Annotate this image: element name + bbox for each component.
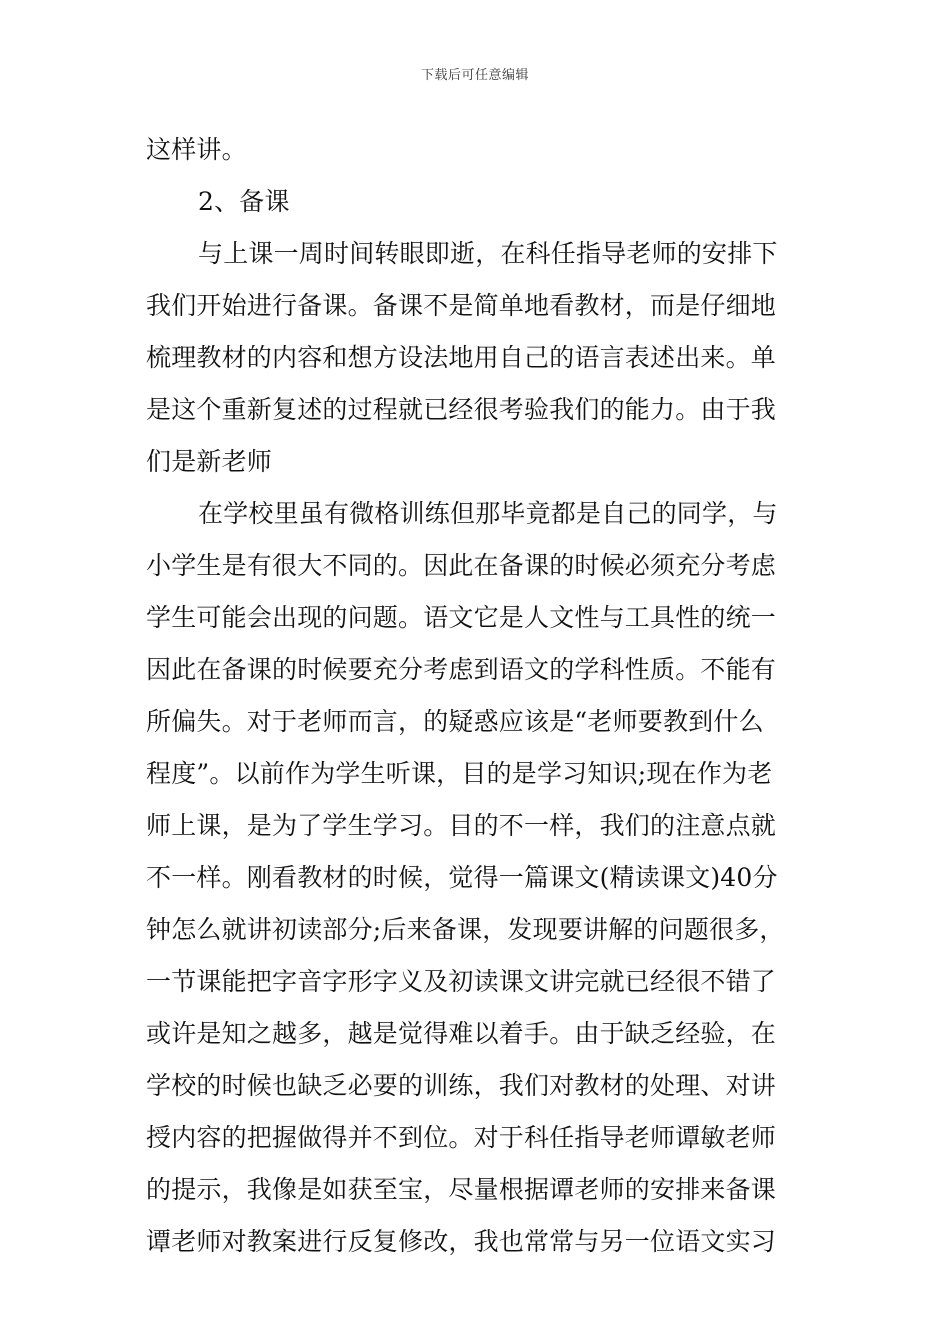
text-line: 梳理教材的内容和想方设法地用自己的语言表述出来。单 bbox=[146, 343, 777, 372]
text-line: 我们开始进行备课。备课不是简单地看教材，而是仔细地 bbox=[146, 291, 777, 320]
text-line: 学生可能会出现的问题。语文它是人文性与工具性的统一 bbox=[146, 603, 777, 632]
text-line: 或许是知之越多，越是觉得难以着手。由于缺乏经验，在 bbox=[146, 1019, 777, 1048]
page-header-note: 下载后可任意编辑 bbox=[420, 68, 529, 83]
text-line: 钟怎么就讲初读部分;后来备课，发现要讲解的问题很多， bbox=[146, 915, 785, 944]
text-line: 程度”。以前作为学生听课，目的是学习知识;现在作为老 bbox=[146, 759, 773, 788]
text-line: 的提示，我像是如获至宝，尽量根据谭老师的安排来备课 bbox=[146, 1175, 777, 1204]
text-line: 因此在备课的时候要充分考虑到语文的学科性质。不能有 bbox=[146, 655, 777, 684]
document-body bbox=[146, 124, 808, 1268]
text-line: 师上课，是为了学生学习。目的不一样，我们的注意点就 bbox=[146, 811, 777, 840]
text-line: 不一样。刚看教材的时候，觉得一篇课文(精读课文)40分 bbox=[146, 863, 778, 892]
paragraph-start-line: 与上课一周时间转眼即逝，在科任指导老师的安排下 bbox=[198, 239, 778, 268]
text-line: 一节课能把字音字形字义及初读课文讲完就已经很不错了 bbox=[146, 967, 777, 996]
section-heading: 2、备课 bbox=[198, 187, 290, 216]
text-line: 所偏失。对于老师而言，的疑惑应该是“老师要教到什么 bbox=[146, 707, 764, 736]
text-line: 这样讲。 bbox=[146, 135, 247, 164]
text-line: 们是新老师 bbox=[146, 447, 273, 476]
text-line: 授内容的把握做得并不到位。对于科任指导老师谭敏老师 bbox=[146, 1123, 777, 1152]
text-line: 是这个重新复述的过程就已经很考验我们的能力。由于我 bbox=[146, 395, 777, 424]
paragraph-start-line: 在学校里虽有微格训练但那毕竟都是自己的同学，与 bbox=[198, 499, 778, 528]
text-line: 学校的时候也缺乏必要的训练，我们对教材的处理、对讲 bbox=[146, 1071, 777, 1100]
text-line: 谭老师对教案进行反复修改，我也常常与另一位语文实习 bbox=[146, 1227, 777, 1256]
text-line: 小学生是有很大不同的。因此在备课的时候必须充分考虑 bbox=[146, 551, 777, 580]
